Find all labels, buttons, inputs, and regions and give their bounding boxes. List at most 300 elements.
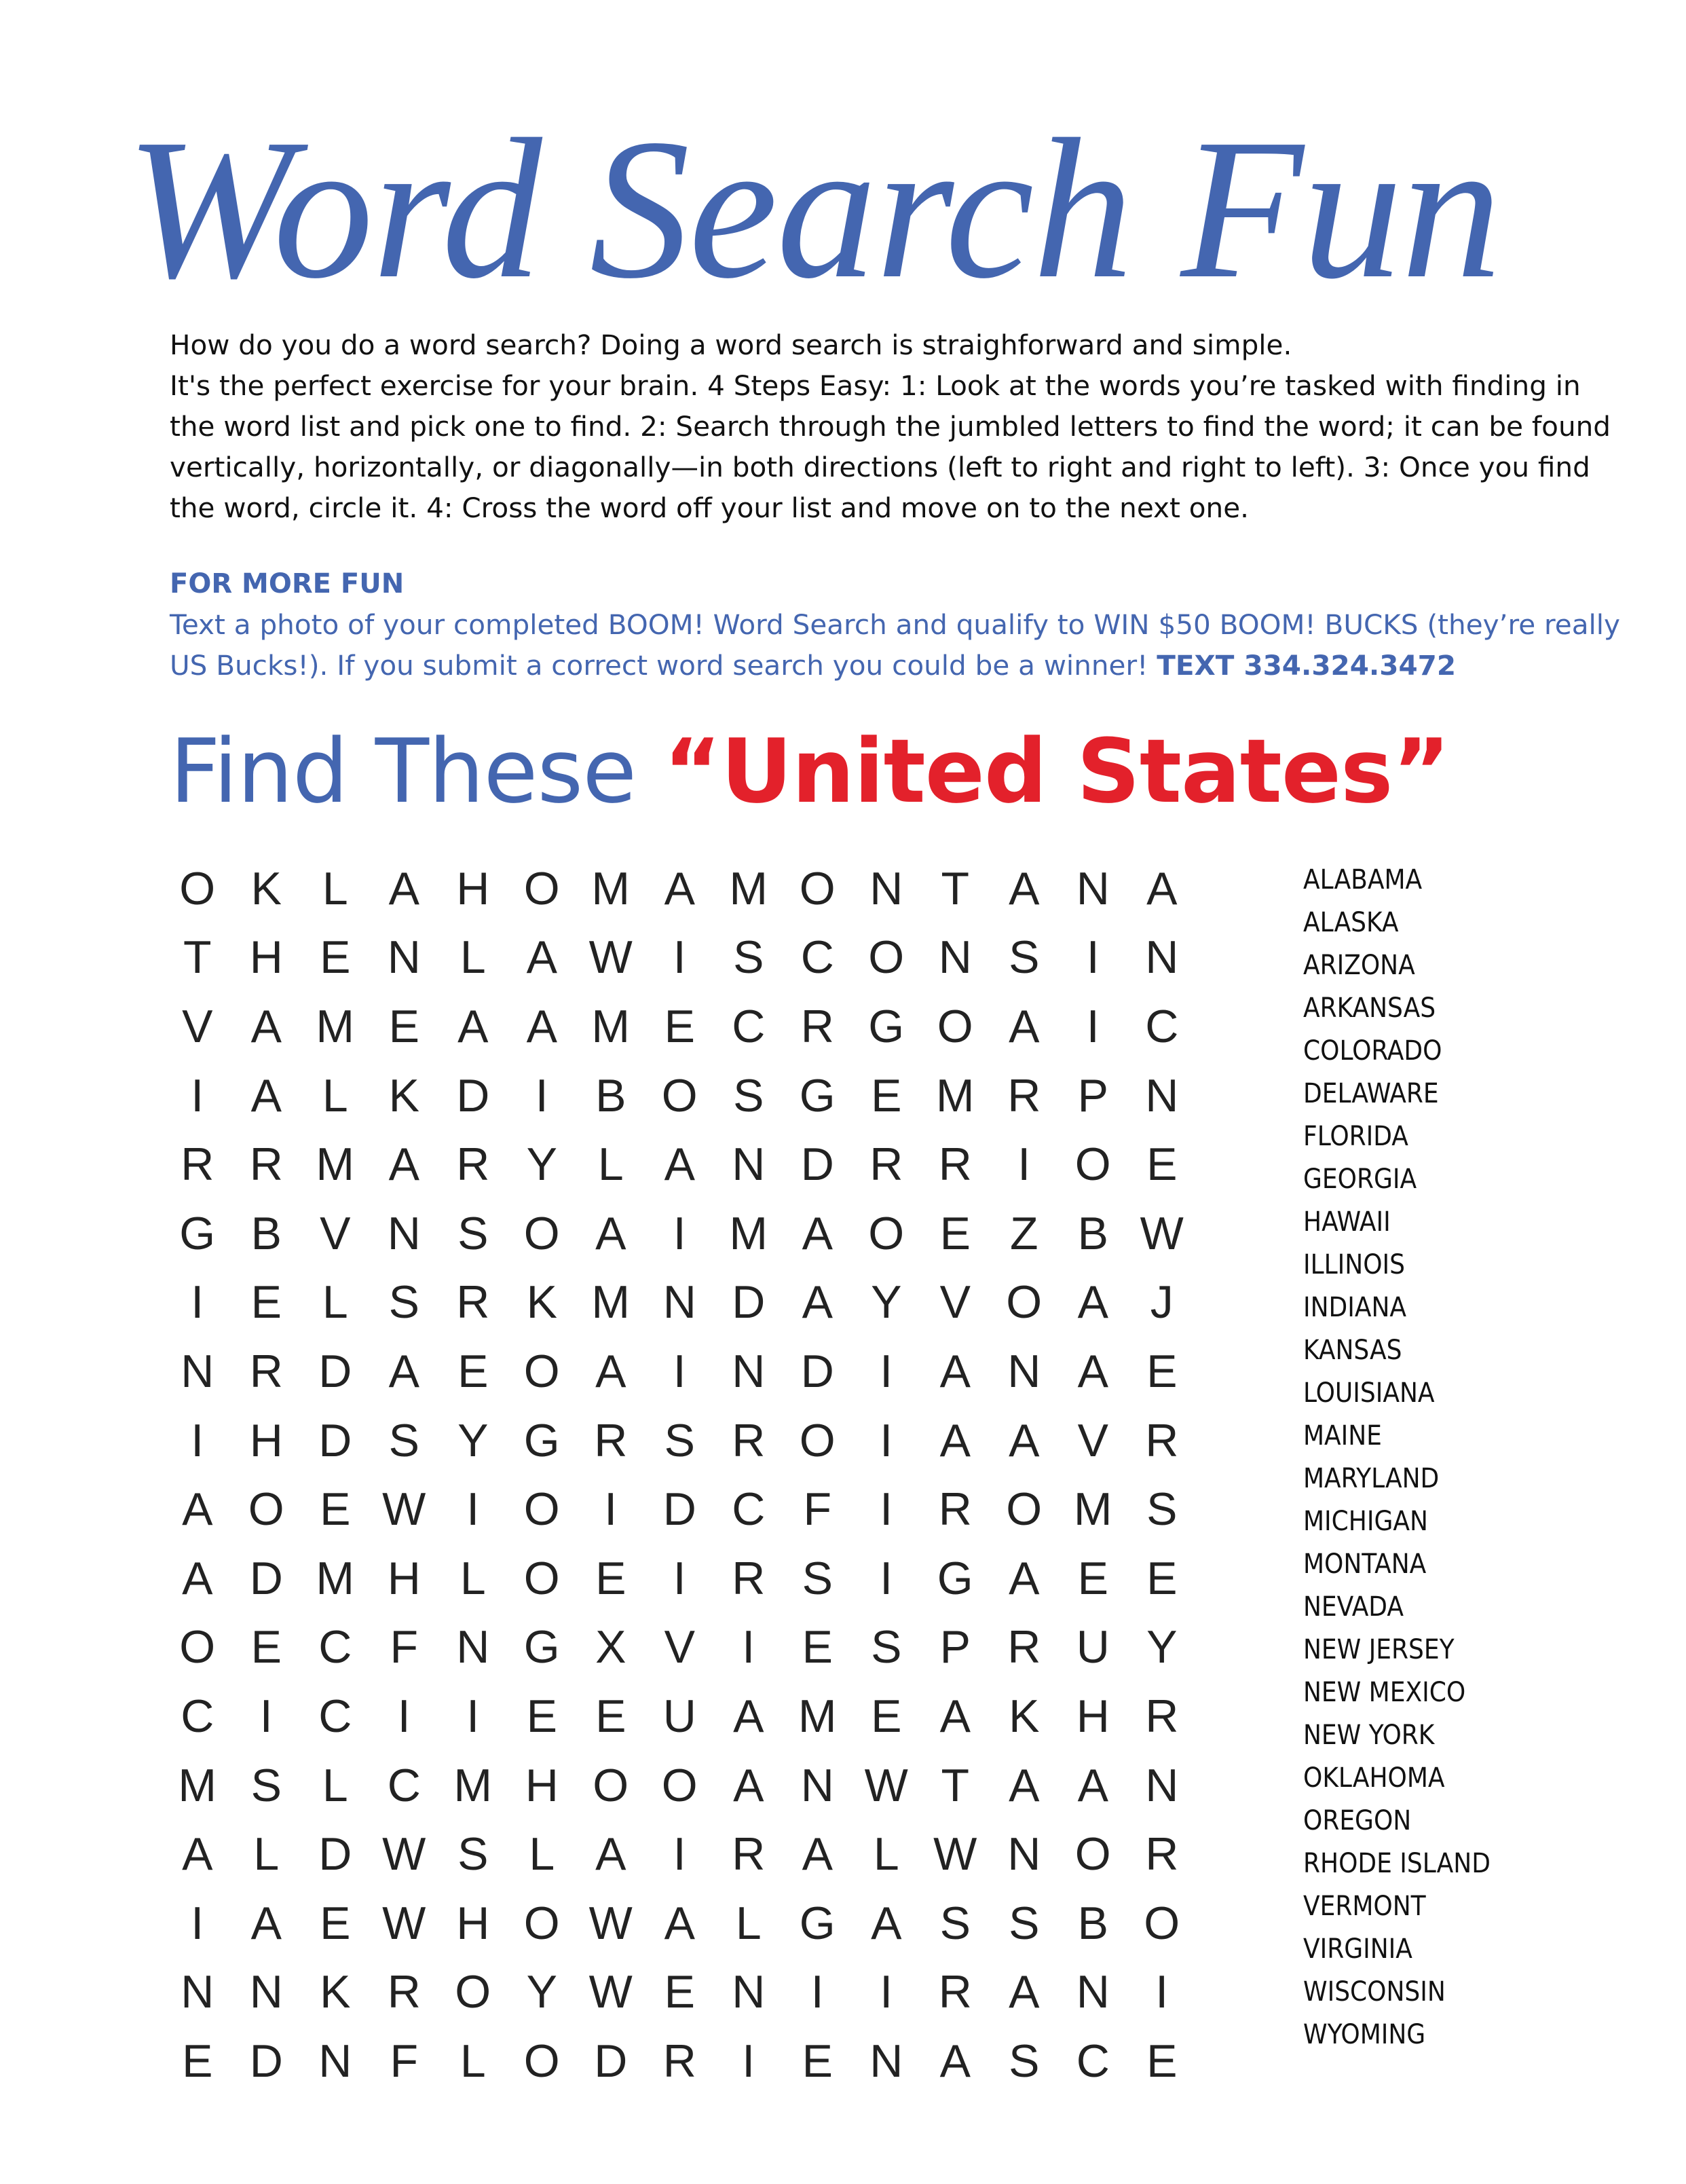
grid-letter[interactable]: I <box>535 1069 548 1122</box>
grid-letter[interactable]: N <box>1076 1966 1110 2018</box>
grid-letter[interactable]: I <box>259 1690 273 1742</box>
grid-letter[interactable]: W <box>588 1897 633 1949</box>
word-list-item: MAINE <box>1303 1420 1382 1451</box>
grid-letter[interactable]: A <box>1009 1000 1040 1052</box>
grid-letter[interactable]: N <box>318 2035 352 2087</box>
grid-letter[interactable]: O <box>799 1414 836 1466</box>
grid-letter[interactable]: D <box>800 1139 834 1191</box>
grid-letter[interactable]: C <box>732 1483 766 1536</box>
grid-letter[interactable]: R <box>1145 1690 1179 1742</box>
word-list-item: VERMONT <box>1303 1891 1426 1922</box>
grid-letter[interactable]: N <box>387 931 421 984</box>
grid-letter[interactable]: C <box>387 1759 421 1811</box>
grid-letter[interactable]: H <box>249 1414 283 1466</box>
grid-letter[interactable]: C <box>181 1690 214 1742</box>
grid-letter[interactable]: O <box>523 1897 560 1949</box>
grid-letter[interactable]: D <box>662 1483 696 1536</box>
grid-letter[interactable]: L <box>529 1828 555 1881</box>
grid-letter[interactable]: W <box>588 931 633 984</box>
grid-letter[interactable]: M <box>798 1690 837 1742</box>
grid-letter[interactable]: I <box>880 1414 893 1466</box>
grid-letter[interactable]: O <box>523 1552 560 1604</box>
grid-letter[interactable]: A <box>457 1000 489 1052</box>
grid-letter[interactable]: P <box>1077 1069 1108 1122</box>
grid-letter[interactable]: E <box>250 1621 282 1673</box>
grid-letter[interactable]: G <box>799 1069 836 1122</box>
grid-letter[interactable]: G <box>799 1897 836 1949</box>
grid-letter[interactable]: I <box>191 1414 204 1466</box>
grid-letter[interactable]: M <box>316 1552 355 1604</box>
grid-letter[interactable]: A <box>802 1276 833 1329</box>
word-list-item: NEW JERSEY <box>1303 1634 1455 1665</box>
grid-letter[interactable]: A <box>595 1828 626 1881</box>
grid-letter[interactable]: S <box>457 1207 489 1259</box>
grid-letter[interactable]: U <box>662 1690 696 1742</box>
grid-letter[interactable]: I <box>191 1069 204 1122</box>
grid-letter[interactable]: I <box>191 1897 204 1949</box>
intro-text <box>170 325 1629 528</box>
grid-letter[interactable]: E <box>182 2035 213 2087</box>
grid-letter[interactable]: A <box>939 1345 971 1397</box>
grid-letter[interactable]: E <box>595 1552 626 1604</box>
grid-letter[interactable]: K <box>250 862 282 914</box>
grid-letter[interactable]: O <box>523 2035 560 2087</box>
grid-letter[interactable]: E <box>320 1483 351 1536</box>
grid-letter[interactable]: S <box>388 1414 419 1466</box>
grid-letter[interactable]: A <box>664 1897 695 1949</box>
grid-letter[interactable]: O <box>179 1621 216 1673</box>
grid-letter[interactable]: L <box>460 2035 486 2087</box>
grid-letter[interactable]: E <box>320 931 351 984</box>
grid-letter[interactable]: A <box>595 1207 626 1259</box>
grid-letter[interactable]: R <box>869 1139 903 1191</box>
grid-letter[interactable]: H <box>456 1897 490 1949</box>
grid-letter[interactable]: G <box>937 1552 973 1604</box>
grid-letter[interactable]: E <box>320 1897 351 1949</box>
grid-letter[interactable]: E <box>388 1000 419 1052</box>
grid-letter[interactable]: G <box>523 1414 560 1466</box>
grid-letter[interactable]: I <box>673 1552 686 1604</box>
grid-letter[interactable]: S <box>939 1897 971 1949</box>
grid-letter[interactable]: N <box>387 1207 421 1259</box>
grid-letter[interactable]: W <box>1140 1207 1184 1259</box>
grid-letter[interactable]: A <box>1009 862 1040 914</box>
grid-letter[interactable]: A <box>182 1552 213 1604</box>
grid-letter[interactable]: Y <box>457 1414 489 1466</box>
grid-letter[interactable]: X <box>595 1621 626 1673</box>
grid-letter[interactable]: O <box>661 1069 698 1122</box>
grid-letter[interactable]: A <box>1009 1759 1040 1811</box>
grid-letter[interactable]: H <box>249 931 283 984</box>
page-title: Word Search Fun <box>126 98 1501 320</box>
grid-letter[interactable]: N <box>732 1139 766 1191</box>
grid-letter[interactable]: N <box>732 1966 766 2018</box>
grid-letter[interactable]: R <box>938 1483 972 1536</box>
grid-letter[interactable]: A <box>1009 1966 1040 2018</box>
grid-letter[interactable]: O <box>523 1483 560 1536</box>
grid-letter[interactable]: E <box>664 1000 695 1052</box>
grid-letter[interactable]: E <box>1146 1345 1178 1397</box>
grid-letter[interactable]: O <box>523 862 560 914</box>
grid-letter[interactable]: A <box>733 1759 764 1811</box>
grid-letter[interactable]: J <box>1150 1276 1174 1329</box>
grid-letter[interactable]: A <box>1146 862 1178 914</box>
grid-letter[interactable]: A <box>526 931 557 984</box>
grid-letter[interactable]: E <box>595 1690 626 1742</box>
grid-letter[interactable]: R <box>456 1276 490 1329</box>
grid-letter[interactable]: M <box>1073 1483 1112 1536</box>
grid-letter[interactable]: E <box>871 1690 902 1742</box>
grid-letter[interactable]: E <box>1146 2035 1178 2087</box>
grid-letter[interactable]: L <box>460 1552 486 1604</box>
grid-letter[interactable]: A <box>802 1828 833 1881</box>
grid-letter[interactable]: O <box>661 1759 698 1811</box>
grid-letter[interactable]: O <box>1144 1897 1180 1949</box>
grid-letter[interactable]: D <box>249 1552 283 1604</box>
grid-letter[interactable]: F <box>803 1483 832 1536</box>
grid-letter[interactable]: S <box>733 1069 764 1122</box>
grid-letter[interactable]: G <box>179 1207 216 1259</box>
grid-letter[interactable]: M <box>591 1276 631 1329</box>
grid-letter[interactable]: M <box>591 862 631 914</box>
grid-letter[interactable]: R <box>249 1345 283 1397</box>
grid-letter[interactable]: A <box>526 1000 557 1052</box>
grid-letter[interactable]: O <box>937 1000 973 1052</box>
grid-letter[interactable]: N <box>181 1345 214 1397</box>
grid-letter[interactable]: R <box>456 1139 490 1191</box>
grid-letter[interactable]: N <box>869 2035 903 2087</box>
grid-letter[interactable]: V <box>320 1207 351 1259</box>
grid-letter[interactable]: A <box>1077 1759 1108 1811</box>
grid-letter[interactable]: E <box>1146 1139 1178 1191</box>
grid-letter[interactable]: N <box>662 1276 696 1329</box>
more-fun-body: Text a photo of your completed BOOM! Word Search and qualify to WIN $50 BOOM! BUCKS (they’re really US Bucks!). If you submit a correct word search you could be a winner! <box>170 608 1621 682</box>
grid-letter[interactable]: L <box>253 1828 280 1881</box>
grid-letter[interactable]: R <box>938 1139 972 1191</box>
grid-letter[interactable]: L <box>597 1139 624 1191</box>
word-list-item: GEORGIA <box>1303 1164 1417 1195</box>
grid-letter[interactable]: A <box>664 1139 695 1191</box>
grid-letter[interactable]: Y <box>1146 1621 1178 1673</box>
grid-letter[interactable]: N <box>181 1966 214 2018</box>
grid-letter[interactable]: L <box>322 1276 348 1329</box>
grid-letter[interactable]: I <box>880 1552 893 1604</box>
grid-letter[interactable]: V <box>182 1000 213 1052</box>
grid-letter[interactable]: A <box>871 1897 902 1949</box>
grid-letter[interactable]: C <box>318 1621 352 1673</box>
grid-letter[interactable]: A <box>1077 1276 1108 1329</box>
word-list-item: ALASKA <box>1303 907 1399 938</box>
word-list-item: WISCONSIN <box>1303 1976 1446 2007</box>
grid-letter[interactable]: L <box>322 1759 348 1811</box>
grid-letter[interactable]: D <box>249 2035 283 2087</box>
grid-letter[interactable]: A <box>250 1069 282 1122</box>
grid-letter[interactable]: O <box>1006 1483 1043 1536</box>
grid-letter[interactable]: I <box>673 931 686 984</box>
grid-letter[interactable]: A <box>388 1139 419 1191</box>
grid-letter[interactable]: G <box>868 1000 905 1052</box>
grid-letter[interactable]: V <box>1077 1414 1108 1466</box>
grid-letter[interactable]: I <box>742 1621 755 1673</box>
grid-letter[interactable]: V <box>939 1276 971 1329</box>
grid-letter[interactable]: U <box>1076 1621 1110 1673</box>
grid-letter[interactable]: R <box>249 1139 283 1191</box>
grid-letter[interactable]: N <box>1007 1828 1041 1881</box>
grid-letter[interactable]: E <box>939 1207 971 1259</box>
grid-letter[interactable]: B <box>595 1069 626 1122</box>
grid-letter[interactable]: R <box>1007 1069 1041 1122</box>
grid-letter[interactable]: Y <box>526 1966 557 2018</box>
grid-letter[interactable]: W <box>864 1759 908 1811</box>
grid-letter[interactable]: C <box>732 1000 766 1052</box>
grid-letter[interactable]: E <box>802 1621 833 1673</box>
grid-letter[interactable]: D <box>594 2035 628 2087</box>
grid-letter[interactable]: O <box>248 1483 284 1536</box>
word-list-item: COLORADO <box>1303 1035 1442 1067</box>
grid-letter[interactable]: B <box>1077 1897 1108 1949</box>
grid-letter[interactable]: C <box>1145 1000 1179 1052</box>
grid-letter[interactable]: N <box>1145 1759 1179 1811</box>
grid-letter[interactable]: K <box>320 1966 351 2018</box>
grid-letter[interactable]: D <box>732 1276 766 1329</box>
grid-letter[interactable]: N <box>1076 862 1110 914</box>
grid-letter[interactable]: S <box>1146 1483 1178 1536</box>
grid-letter[interactable]: E <box>1077 1552 1108 1604</box>
grid-letter[interactable]: E <box>457 1345 489 1397</box>
grid-letter[interactable]: C <box>800 931 834 984</box>
word-list-item: NEW YORK <box>1303 1720 1435 1751</box>
grid-letter[interactable]: A <box>802 1207 833 1259</box>
grid-letter[interactable]: M <box>935 1069 975 1122</box>
more-fun-text <box>170 604 1629 686</box>
grid-letter[interactable]: A <box>733 1690 764 1742</box>
grid-letter[interactable]: E <box>526 1690 557 1742</box>
grid-letter[interactable]: S <box>802 1552 833 1604</box>
grid-letter[interactable]: N <box>800 1759 834 1811</box>
grid-letter[interactable]: S <box>457 1828 489 1881</box>
word-list-item: NEVADA <box>1303 1591 1404 1623</box>
grid-letter[interactable]: N <box>1145 931 1179 984</box>
grid-letter[interactable]: N <box>1145 1069 1179 1122</box>
grid-letter[interactable]: W <box>382 1828 426 1881</box>
word-list-item: INDIANA <box>1303 1292 1406 1323</box>
grid-letter[interactable]: N <box>1007 1345 1041 1397</box>
find-heading <box>170 720 1450 823</box>
grid-letter[interactable]: D <box>318 1345 352 1397</box>
grid-letter[interactable]: E <box>871 1069 902 1122</box>
word-list-item: MONTANA <box>1303 1549 1427 1580</box>
grid-letter[interactable]: I <box>1155 1966 1169 2018</box>
grid-letter[interactable]: O <box>523 1345 560 1397</box>
grid-letter[interactable]: I <box>810 1966 824 2018</box>
grid-letter[interactable]: S <box>871 1621 902 1673</box>
grid-letter[interactable]: I <box>673 1207 686 1259</box>
grid-letter[interactable]: N <box>249 1966 283 2018</box>
grid-letter[interactable]: N <box>869 862 903 914</box>
grid-letter[interactable]: E <box>1146 1552 1178 1604</box>
grid-letter[interactable]: A <box>388 862 419 914</box>
grid-letter[interactable]: L <box>322 862 348 914</box>
grid-letter[interactable]: O <box>868 931 905 984</box>
grid-letter[interactable]: I <box>466 1483 480 1536</box>
letter-grid[interactable] <box>163 854 1197 2096</box>
grid-letter[interactable]: C <box>1076 2035 1110 2087</box>
grid-letter[interactable]: I <box>880 1483 893 1536</box>
grid-letter[interactable]: A <box>939 2035 971 2087</box>
grid-letter[interactable]: R <box>594 1414 628 1466</box>
grid-letter[interactable]: S <box>1009 1897 1040 1949</box>
grid-letter[interactable]: R <box>732 1414 766 1466</box>
grid-letter[interactable]: B <box>250 1207 282 1259</box>
grid-letter[interactable]: E <box>802 2035 833 2087</box>
grid-letter[interactable]: R <box>181 1139 214 1191</box>
grid-letter[interactable]: H <box>387 1552 421 1604</box>
word-list-item: ILLINOIS <box>1303 1249 1405 1280</box>
grid-letter[interactable]: R <box>387 1966 421 2018</box>
grid-letter[interactable]: R <box>800 1000 834 1052</box>
word-list <box>1303 859 1491 2056</box>
grid-letter[interactable]: E <box>664 1966 695 2018</box>
grid-letter[interactable]: O <box>868 1207 905 1259</box>
word-list-item: ARKANSAS <box>1303 993 1436 1024</box>
grid-letter[interactable]: I <box>673 1828 686 1881</box>
grid-letter[interactable]: M <box>316 1139 355 1191</box>
grid-letter[interactable]: S <box>1009 2035 1040 2087</box>
grid-letter[interactable]: A <box>664 862 695 914</box>
grid-letter[interactable]: V <box>664 1621 695 1673</box>
grid-letter[interactable]: E <box>250 1276 282 1329</box>
grid-letter[interactable]: A <box>939 1414 971 1466</box>
grid-letter[interactable]: A <box>182 1483 213 1536</box>
grid-letter[interactable]: Z <box>1009 1207 1038 1259</box>
grid-letter[interactable]: N <box>732 1345 766 1397</box>
grid-letter[interactable]: M <box>591 1000 631 1052</box>
grid-letter[interactable]: M <box>729 1207 768 1259</box>
grid-letter[interactable]: N <box>456 1621 490 1673</box>
grid-letter[interactable]: O <box>593 1759 629 1811</box>
grid-letter[interactable]: H <box>456 862 490 914</box>
grid-letter[interactable]: I <box>1086 931 1100 984</box>
grid-letter[interactable]: K <box>526 1276 557 1329</box>
word-list-item: OREGON <box>1303 1805 1412 1836</box>
grid-letter[interactable]: R <box>1007 1621 1041 1673</box>
grid-letter[interactable]: I <box>191 1276 204 1329</box>
grid-letter[interactable]: R <box>1145 1414 1179 1466</box>
word-list-item: HAWAII <box>1303 1206 1391 1238</box>
grid-letter[interactable]: A <box>388 1345 419 1397</box>
grid-letter[interactable]: M <box>316 1000 355 1052</box>
grid-letter[interactable]: W <box>382 1897 426 1949</box>
grid-letter[interactable]: S <box>733 931 764 984</box>
grid-letter[interactable]: O <box>455 1966 491 2018</box>
grid-letter[interactable]: I <box>880 1966 893 2018</box>
grid-letter[interactable]: D <box>318 1414 352 1466</box>
grid-letter[interactable]: R <box>1145 1828 1179 1881</box>
grid-letter[interactable]: O <box>1006 1276 1043 1329</box>
grid-letter[interactable]: I <box>742 2035 755 2087</box>
grid-letter[interactable]: M <box>453 1759 493 1811</box>
grid-letter[interactable]: A <box>1077 1345 1108 1397</box>
grid-letter[interactable]: A <box>182 1828 213 1881</box>
grid-letter[interactable]: I <box>880 1345 893 1397</box>
grid-letter[interactable]: Y <box>526 1139 557 1191</box>
grid-letter[interactable]: I <box>604 1483 618 1536</box>
grid-letter[interactable]: L <box>460 931 486 984</box>
grid-letter[interactable]: W <box>933 1828 977 1881</box>
grid-letter[interactable]: C <box>318 1690 352 1742</box>
grid-letter[interactable]: S <box>388 1276 419 1329</box>
grid-letter[interactable]: I <box>673 1345 686 1397</box>
grid-letter[interactable]: A <box>250 1897 282 1949</box>
grid-letter[interactable]: F <box>390 1621 419 1673</box>
grid-letter[interactable]: B <box>1077 1207 1108 1259</box>
word-list-item: WYOMING <box>1303 2019 1426 2050</box>
grid-letter[interactable]: D <box>456 1069 490 1122</box>
grid-letter[interactable]: L <box>873 1828 899 1881</box>
grid-letter[interactable]: A <box>939 1690 971 1742</box>
grid-letter[interactable]: P <box>939 1621 971 1673</box>
grid-letter[interactable]: R <box>938 1966 972 2018</box>
grid-letter[interactable]: G <box>523 1621 560 1673</box>
grid-letter[interactable]: I <box>1017 1139 1031 1191</box>
grid-letter[interactable]: F <box>390 2035 419 2087</box>
grid-letter[interactable]: M <box>729 862 768 914</box>
grid-letter[interactable]: I <box>1086 1000 1100 1052</box>
grid-letter[interactable]: O <box>1074 1828 1111 1881</box>
grid-letter[interactable]: L <box>735 1897 762 1949</box>
grid-letter[interactable]: O <box>523 1207 560 1259</box>
grid-letter[interactable]: K <box>388 1069 419 1122</box>
grid-letter[interactable]: R <box>662 2035 696 2087</box>
intro-line-2: It's the perfect exercise for your brain. 4 Steps Easy: 1: Look at the words you’re tasked with finding in the word list and pick one to find. 2: Search through the jumbled letters to find the word; it can be found vertically, horizontally, or diagonally—in both directions (left to right and right to left). 3: Once you find the word, circle it. 4: Cross the word off your list and move on to the next one. <box>170 369 1611 524</box>
find-heading-highlight: “United States” <box>663 720 1450 823</box>
grid-letter[interactable]: A <box>1009 1414 1040 1466</box>
grid-letter[interactable]: T <box>941 862 970 914</box>
grid-letter[interactable]: H <box>525 1759 559 1811</box>
grid-letter[interactable]: L <box>322 1069 348 1122</box>
grid-letter[interactable]: S <box>664 1414 695 1466</box>
grid-letter[interactable]: I <box>466 1690 480 1742</box>
grid-letter[interactable]: N <box>938 931 972 984</box>
intro-line-1: How do you do a word search? Doing a word search is straighforward and simple. <box>170 329 1292 361</box>
grid-letter[interactable]: S <box>1009 931 1040 984</box>
word-list-item: KANSAS <box>1303 1335 1402 1366</box>
grid-letter[interactable]: T <box>183 931 212 984</box>
grid-letter[interactable]: Y <box>871 1276 902 1329</box>
grid-letter[interactable]: T <box>941 1759 970 1811</box>
grid-letter[interactable]: O <box>1074 1139 1111 1191</box>
grid-letter[interactable]: W <box>382 1483 426 1536</box>
grid-letter[interactable]: W <box>588 1966 633 2018</box>
grid-letter[interactable]: O <box>799 862 836 914</box>
grid-letter[interactable]: H <box>1076 1690 1110 1742</box>
grid-letter[interactable]: R <box>732 1552 766 1604</box>
word-list-item: MARYLAND <box>1303 1463 1440 1494</box>
grid-letter[interactable]: D <box>318 1828 352 1881</box>
grid-letter[interactable]: M <box>178 1759 217 1811</box>
grid-letter[interactable]: I <box>397 1690 411 1742</box>
grid-letter[interactable]: R <box>732 1828 766 1881</box>
word-list-item: MICHIGAN <box>1303 1506 1428 1537</box>
grid-letter[interactable]: A <box>1009 1552 1040 1604</box>
grid-letter[interactable]: D <box>800 1345 834 1397</box>
grid-letter[interactable]: O <box>179 862 216 914</box>
grid-letter[interactable]: A <box>595 1345 626 1397</box>
grid-letter[interactable]: S <box>250 1759 282 1811</box>
word-list-item: FLORIDA <box>1303 1121 1408 1152</box>
grid-letter[interactable]: A <box>250 1000 282 1052</box>
grid-letter[interactable]: K <box>1009 1690 1040 1742</box>
